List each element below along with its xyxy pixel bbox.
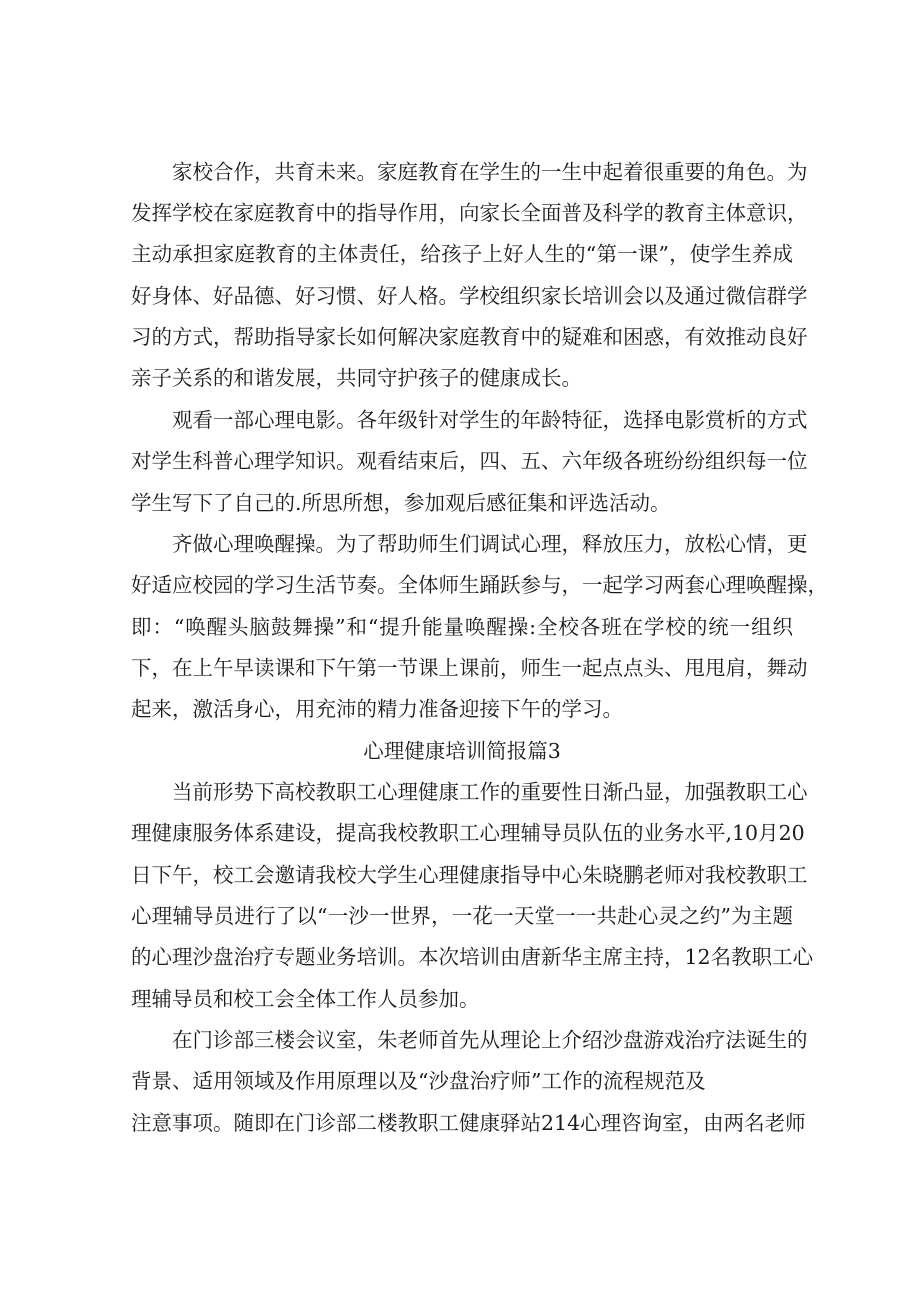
paragraph-3-line-1: 齐做心理唤醒操。为了帮助师生们调试心理，释放压力，放松心情，更 <box>172 532 808 556</box>
paragraph-4-line-2: 理健康服务体系建设，提高我校教职工心理辅导员队伍的业务水平,10月20 <box>131 821 805 845</box>
paragraph-1-line-5: 习的方式，帮助指导家长如何解决家庭教育中的疑难和困惑，有效推动良好 <box>131 325 808 349</box>
paragraph-4-line-6: 理辅导员和校工会全体工作人员参加。 <box>131 987 480 1011</box>
paragraph-1-line-1: 家校合作，共育未来。家庭教育在学生的一生中起着很重要的角色。为 <box>172 160 808 184</box>
paragraph-4-line-4: 心理辅导员进行了以“一沙一世界，一花一天堂一一共赴心灵之约”为主题 <box>131 904 793 928</box>
paragraph-3-line-4: 下，在上午早读课和下午第一节课上课前，师生一起点点头、甩甩肩，舞动 <box>131 656 808 680</box>
paragraph-2-line-3: 学生写下了自己的.所思所想，参加观后感征集和评选活动。 <box>131 491 671 515</box>
paragraph-2-line-1: 观看一部心理电影。各年级针对学生的年龄特征，选择电影赏析的方式 <box>172 408 808 432</box>
paragraph-5-line-2: 背景、适用领域及作用原理以及“沙盘治疗师”工作的流程规范及 <box>131 1069 706 1093</box>
paragraph-3-line-3: 即：“唤醒头脑鼓舞操”和“提升能量唤醒操:全校各班在学校的统一组织 <box>131 615 793 639</box>
paragraph-1-line-4: 好身体、好品德、好习惯、好人格。学校组织家长培训会以及通过微信群学 <box>131 284 808 308</box>
paragraph-3-line-5: 起来，激活身心，用充沛的精力准备迎接下午的学习。 <box>131 697 623 721</box>
paragraph-4-line-5: 的心理沙盘治疗专题业务培训。本次培训由唐新华主席主持，12名教职工心 <box>131 945 814 969</box>
paragraph-2-line-2: 对学生科普心理学知识。观看结束后，四、五、六年级各班纷纷组织每一位 <box>131 449 808 473</box>
paragraph-1-line-3: 主动承担家庭教育的主体责任，给孩子上好人生的“第一课”，使学生养成 <box>131 242 793 266</box>
paragraph-4-line-1: 当前形势下高校教职工心理健康工作的重要性日渐凸显，加强教职工心 <box>172 780 808 804</box>
paragraph-4-line-3: 日下午，校工会邀请我校大学生心理健康指导中心朱晓鹏老师对我校教职工 <box>131 863 808 887</box>
paragraph-6-line-1: 注意事项。随即在门诊部二楼教职工健康驿站214心理咨询室，由两名老师 <box>131 1111 806 1135</box>
paragraph-3-line-2: 好适应校园的学习生活节奏。全体师生踊跃参与，一起学习两套心理唤醒操， <box>131 573 828 597</box>
section-heading: 心理健康培训简报篇3 <box>363 739 561 763</box>
paragraph-1-line-6: 亲子关系的和谐发展，共同守护孩子的健康成长。 <box>131 366 582 390</box>
paragraph-1-line-2: 发挥学校在家庭教育中的指导作用，向家长全面普及科学的教育主体意识， <box>131 201 808 225</box>
paragraph-5-line-1: 在门诊部三楼会议室，朱老师首先从理论上介绍沙盘游戏治疗法诞生的 <box>172 1028 808 1052</box>
